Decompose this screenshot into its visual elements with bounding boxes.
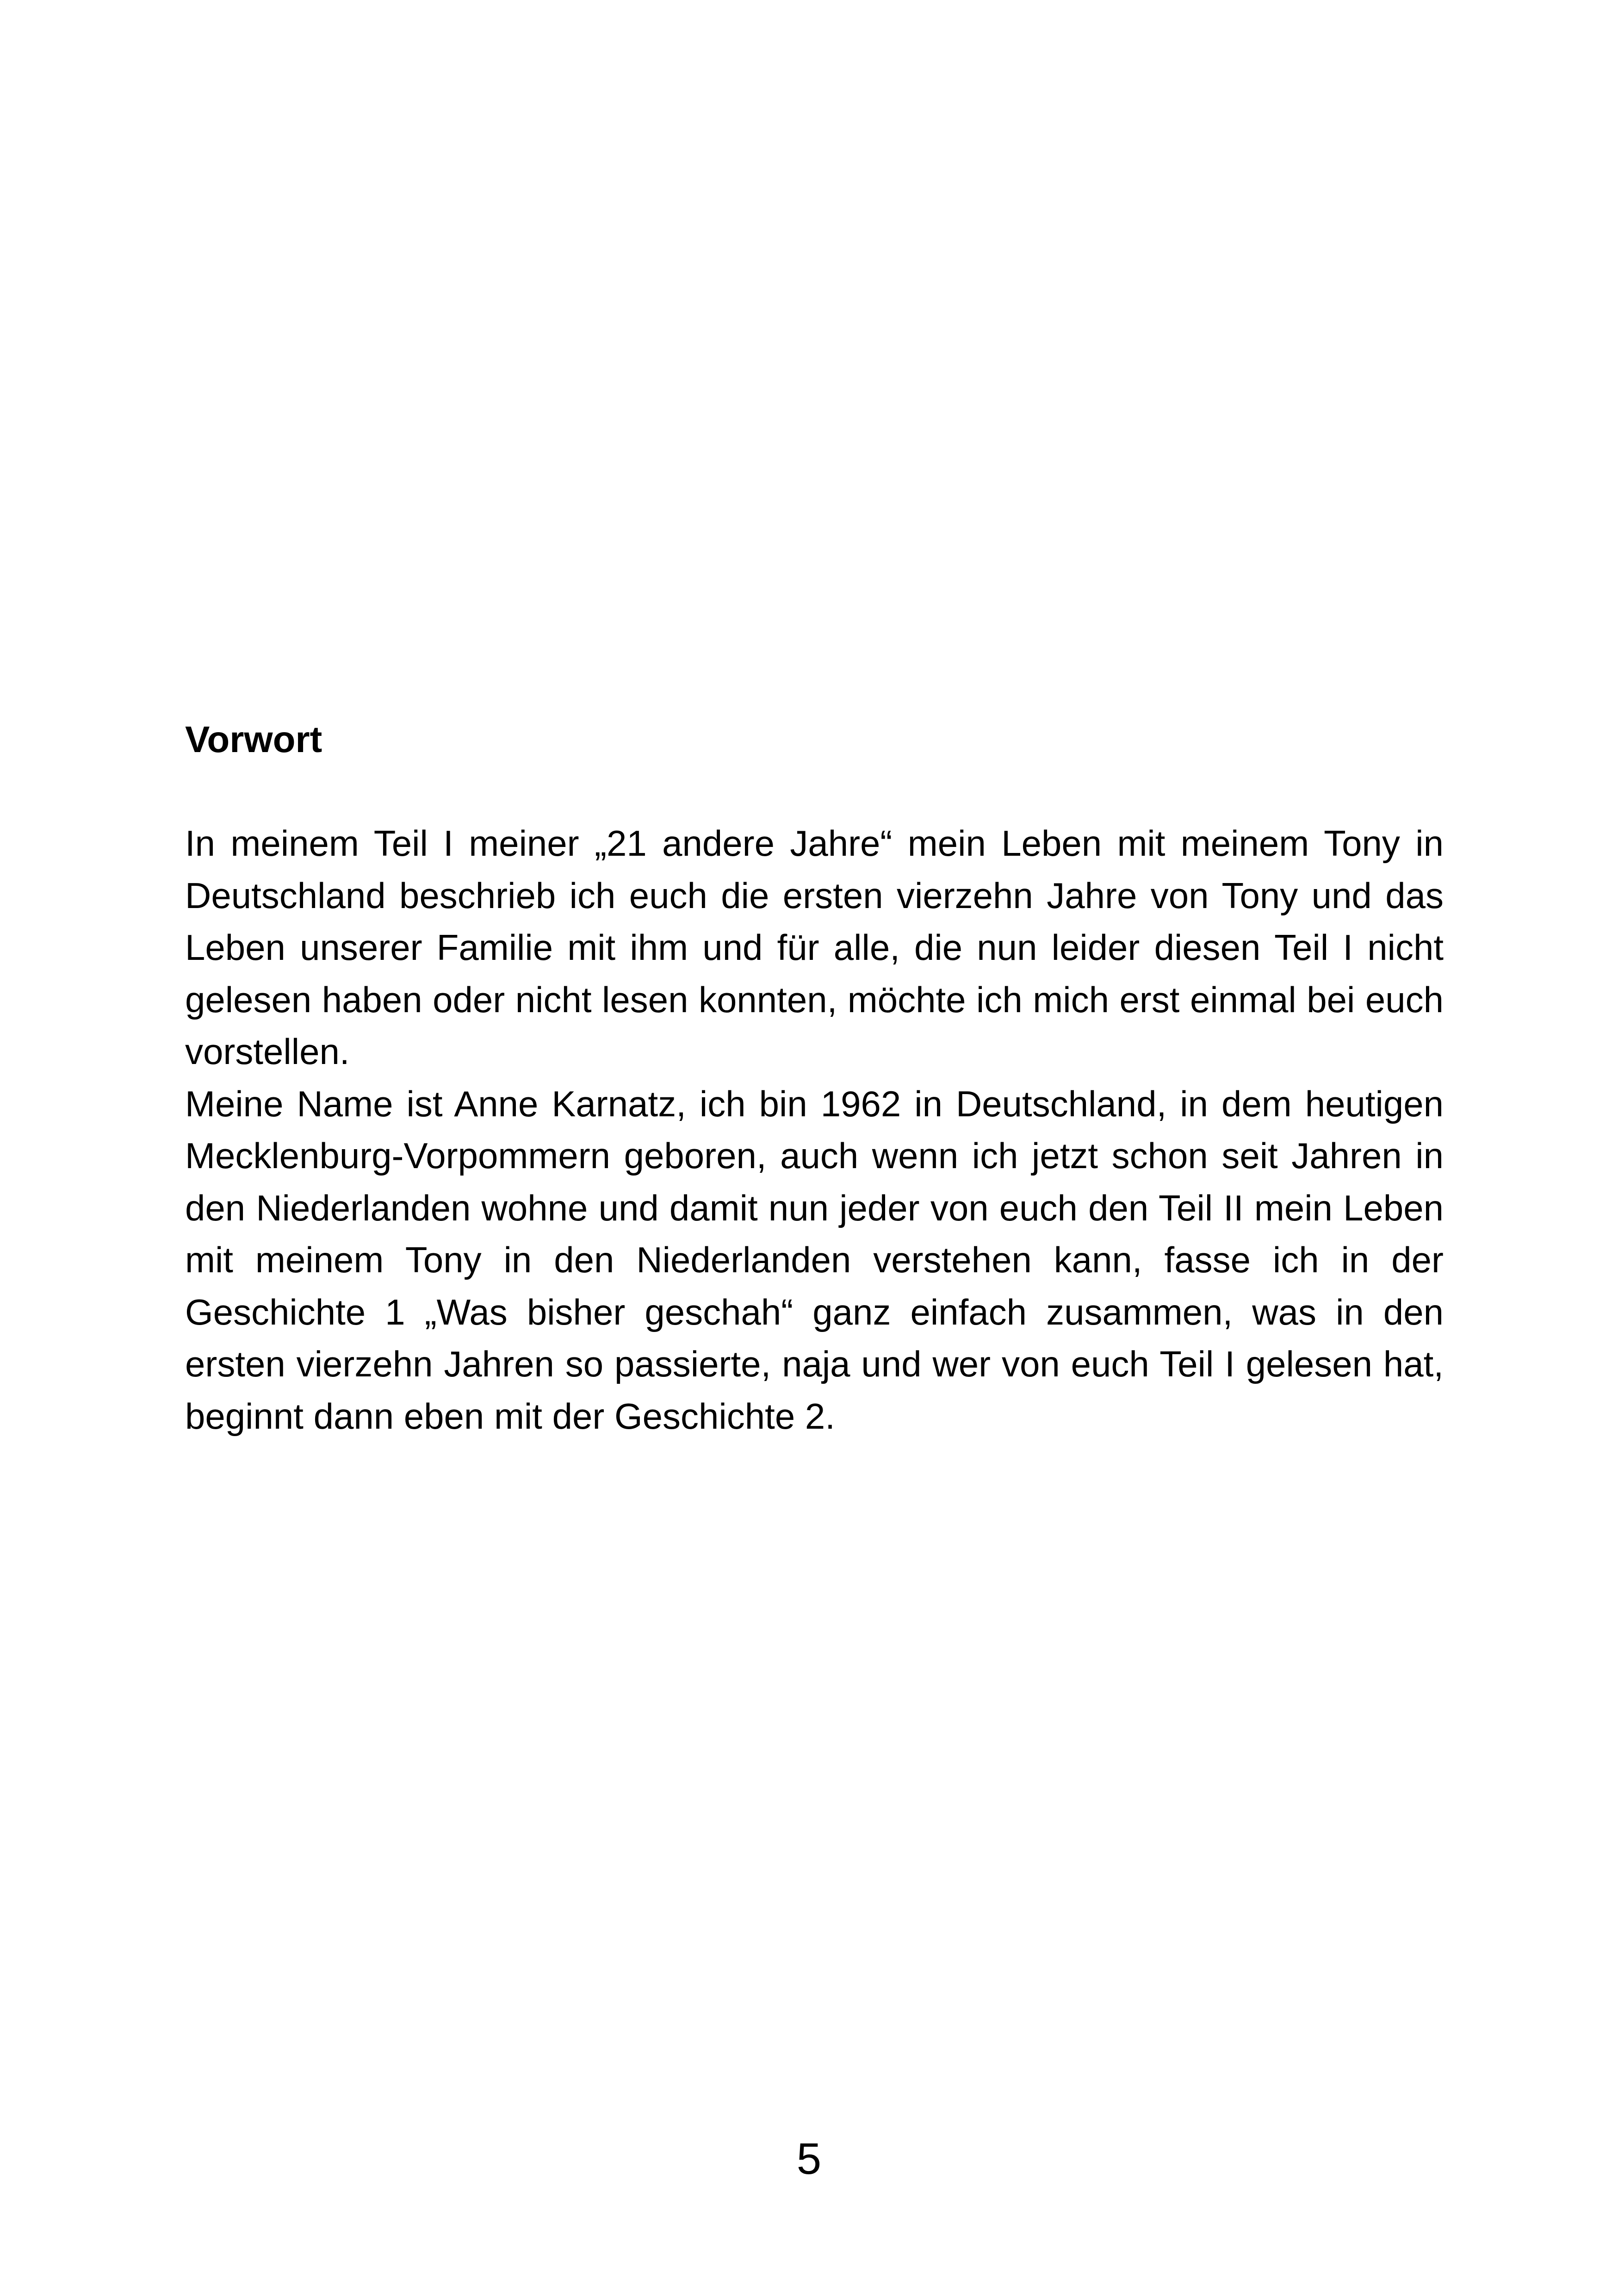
paragraph-self-introduction: Meine Name ist Anne Karnatz, ich bin 1962 in Deutschland, in dem heutigen Mecklenburg-Vorpommern geboren, auch wenn ich jetzt schon seit Jahren in den Niederlanden wohne und damit nun jeder von euch den Teil II mein Leben mit meinem Tony in den Niederlanden verstehen kann, fasse ich in der Geschichte 1 „Was bisher geschah“ ganz einfach zusammen, was in den ersten vierzehn Jahren so passierte, naja und wer von euch Teil I gelesen hat, beginnt dann eben mit der Geschichte 2. (185, 1083, 1444, 1437)
page-number: 5 (796, 2134, 822, 2184)
paragraph-intro: In meinem Teil I meiner „21 andere Jahre“ mein Leben mit meinem Tony in Deutschland beschrieb ich euch die ersten vierzehn Jahre von Tony und das Leben unserer Familie mit ihm und für alle, die nun leider diesen Teil I nicht gelesen haben oder nicht lesen konnten, möchte ich mich erst einmal bei euch vorstellen. (185, 823, 1444, 1072)
page-content (185, 713, 1444, 1442)
section-heading: Vorwort (185, 719, 322, 760)
